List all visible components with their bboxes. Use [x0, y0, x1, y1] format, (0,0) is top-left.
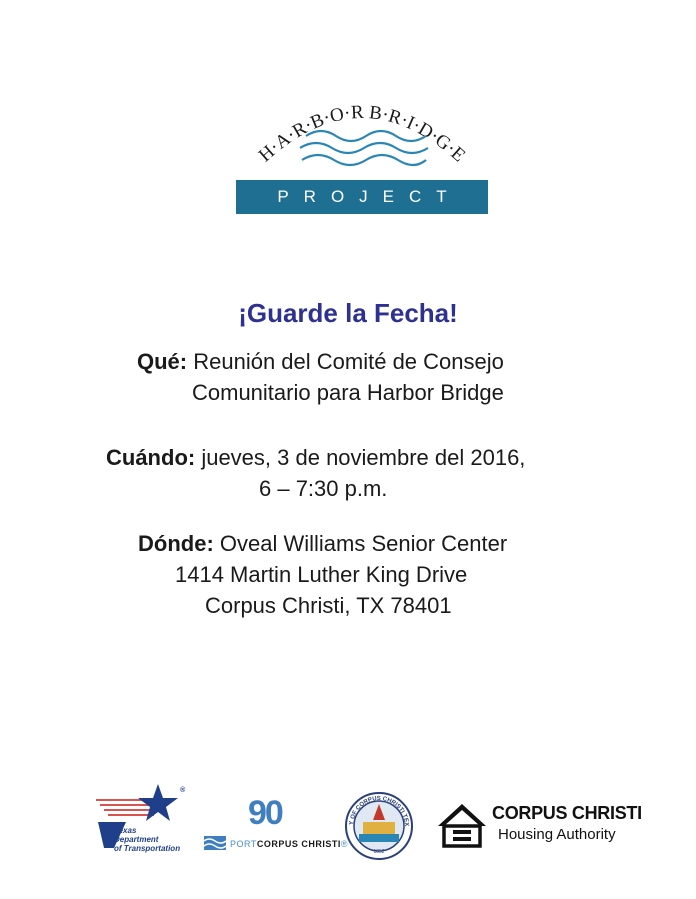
txdot-line-2: Department	[114, 835, 159, 844]
when-text-2: 6 – 7:30 p.m.	[259, 476, 388, 501]
port-wordmark	[230, 839, 348, 849]
what-text-2: Comunitario para Harbor Bridge	[192, 380, 504, 405]
txdot-registered-mark: ®	[180, 787, 186, 794]
txdot-line-1: Texas	[114, 826, 137, 835]
house-icon	[436, 802, 488, 848]
where-text-2: 1414 Martin Luther King Drive	[175, 562, 468, 587]
what-line-1	[137, 346, 504, 377]
wave-icon	[300, 131, 428, 165]
logo-arc-text: H·A·R·B·O·R B·R·I·D·G·E	[254, 101, 470, 167]
txdot-name	[114, 826, 180, 853]
logo-project-band: PROJECT	[236, 180, 488, 214]
txdot-line-3: of Transportation	[114, 844, 181, 853]
housing-title: CORPUS CHRISTI	[492, 803, 642, 823]
port-wave-icon	[204, 836, 226, 850]
city-seal	[345, 792, 413, 860]
housing-authority-logo	[436, 802, 646, 852]
save-the-date-headline: ¡Guarde la Fecha!	[238, 298, 458, 328]
port-corpus-christi-logo	[204, 794, 348, 856]
port-prefix: PORT	[230, 839, 257, 849]
city-seal-year: 1852	[373, 849, 385, 855]
what-text-1: Reunión del Comité de Consejo	[187, 349, 504, 374]
when-label: Cuándo:	[106, 445, 196, 470]
svg-text:CITY OF CORPUS CHRISTI TEXAS: Y OF CORPUS CHRISTI TEX	[348, 795, 410, 827]
what-label: Qué:	[137, 349, 188, 374]
when-line-1	[106, 442, 525, 473]
when-text-1: jueves, 3 de noviembre del 2016,	[195, 445, 526, 470]
where-text-3: Corpus Christi, TX 78401	[205, 593, 452, 618]
port-name: CORPUS CHRISTI	[256, 839, 341, 849]
where-line-1	[138, 528, 507, 559]
housing-subtitle: Housing Authority	[498, 826, 616, 843]
where-text-1: Oveal Williams Senior Center	[213, 531, 508, 556]
port-90-badge: 90	[248, 794, 282, 832]
port-mark: ®	[340, 839, 348, 849]
sponsor-logos	[0, 770, 696, 870]
where-label: Dónde:	[138, 531, 214, 556]
txdot-logo	[92, 782, 192, 862]
harbor-bridge-logo	[236, 86, 488, 216]
